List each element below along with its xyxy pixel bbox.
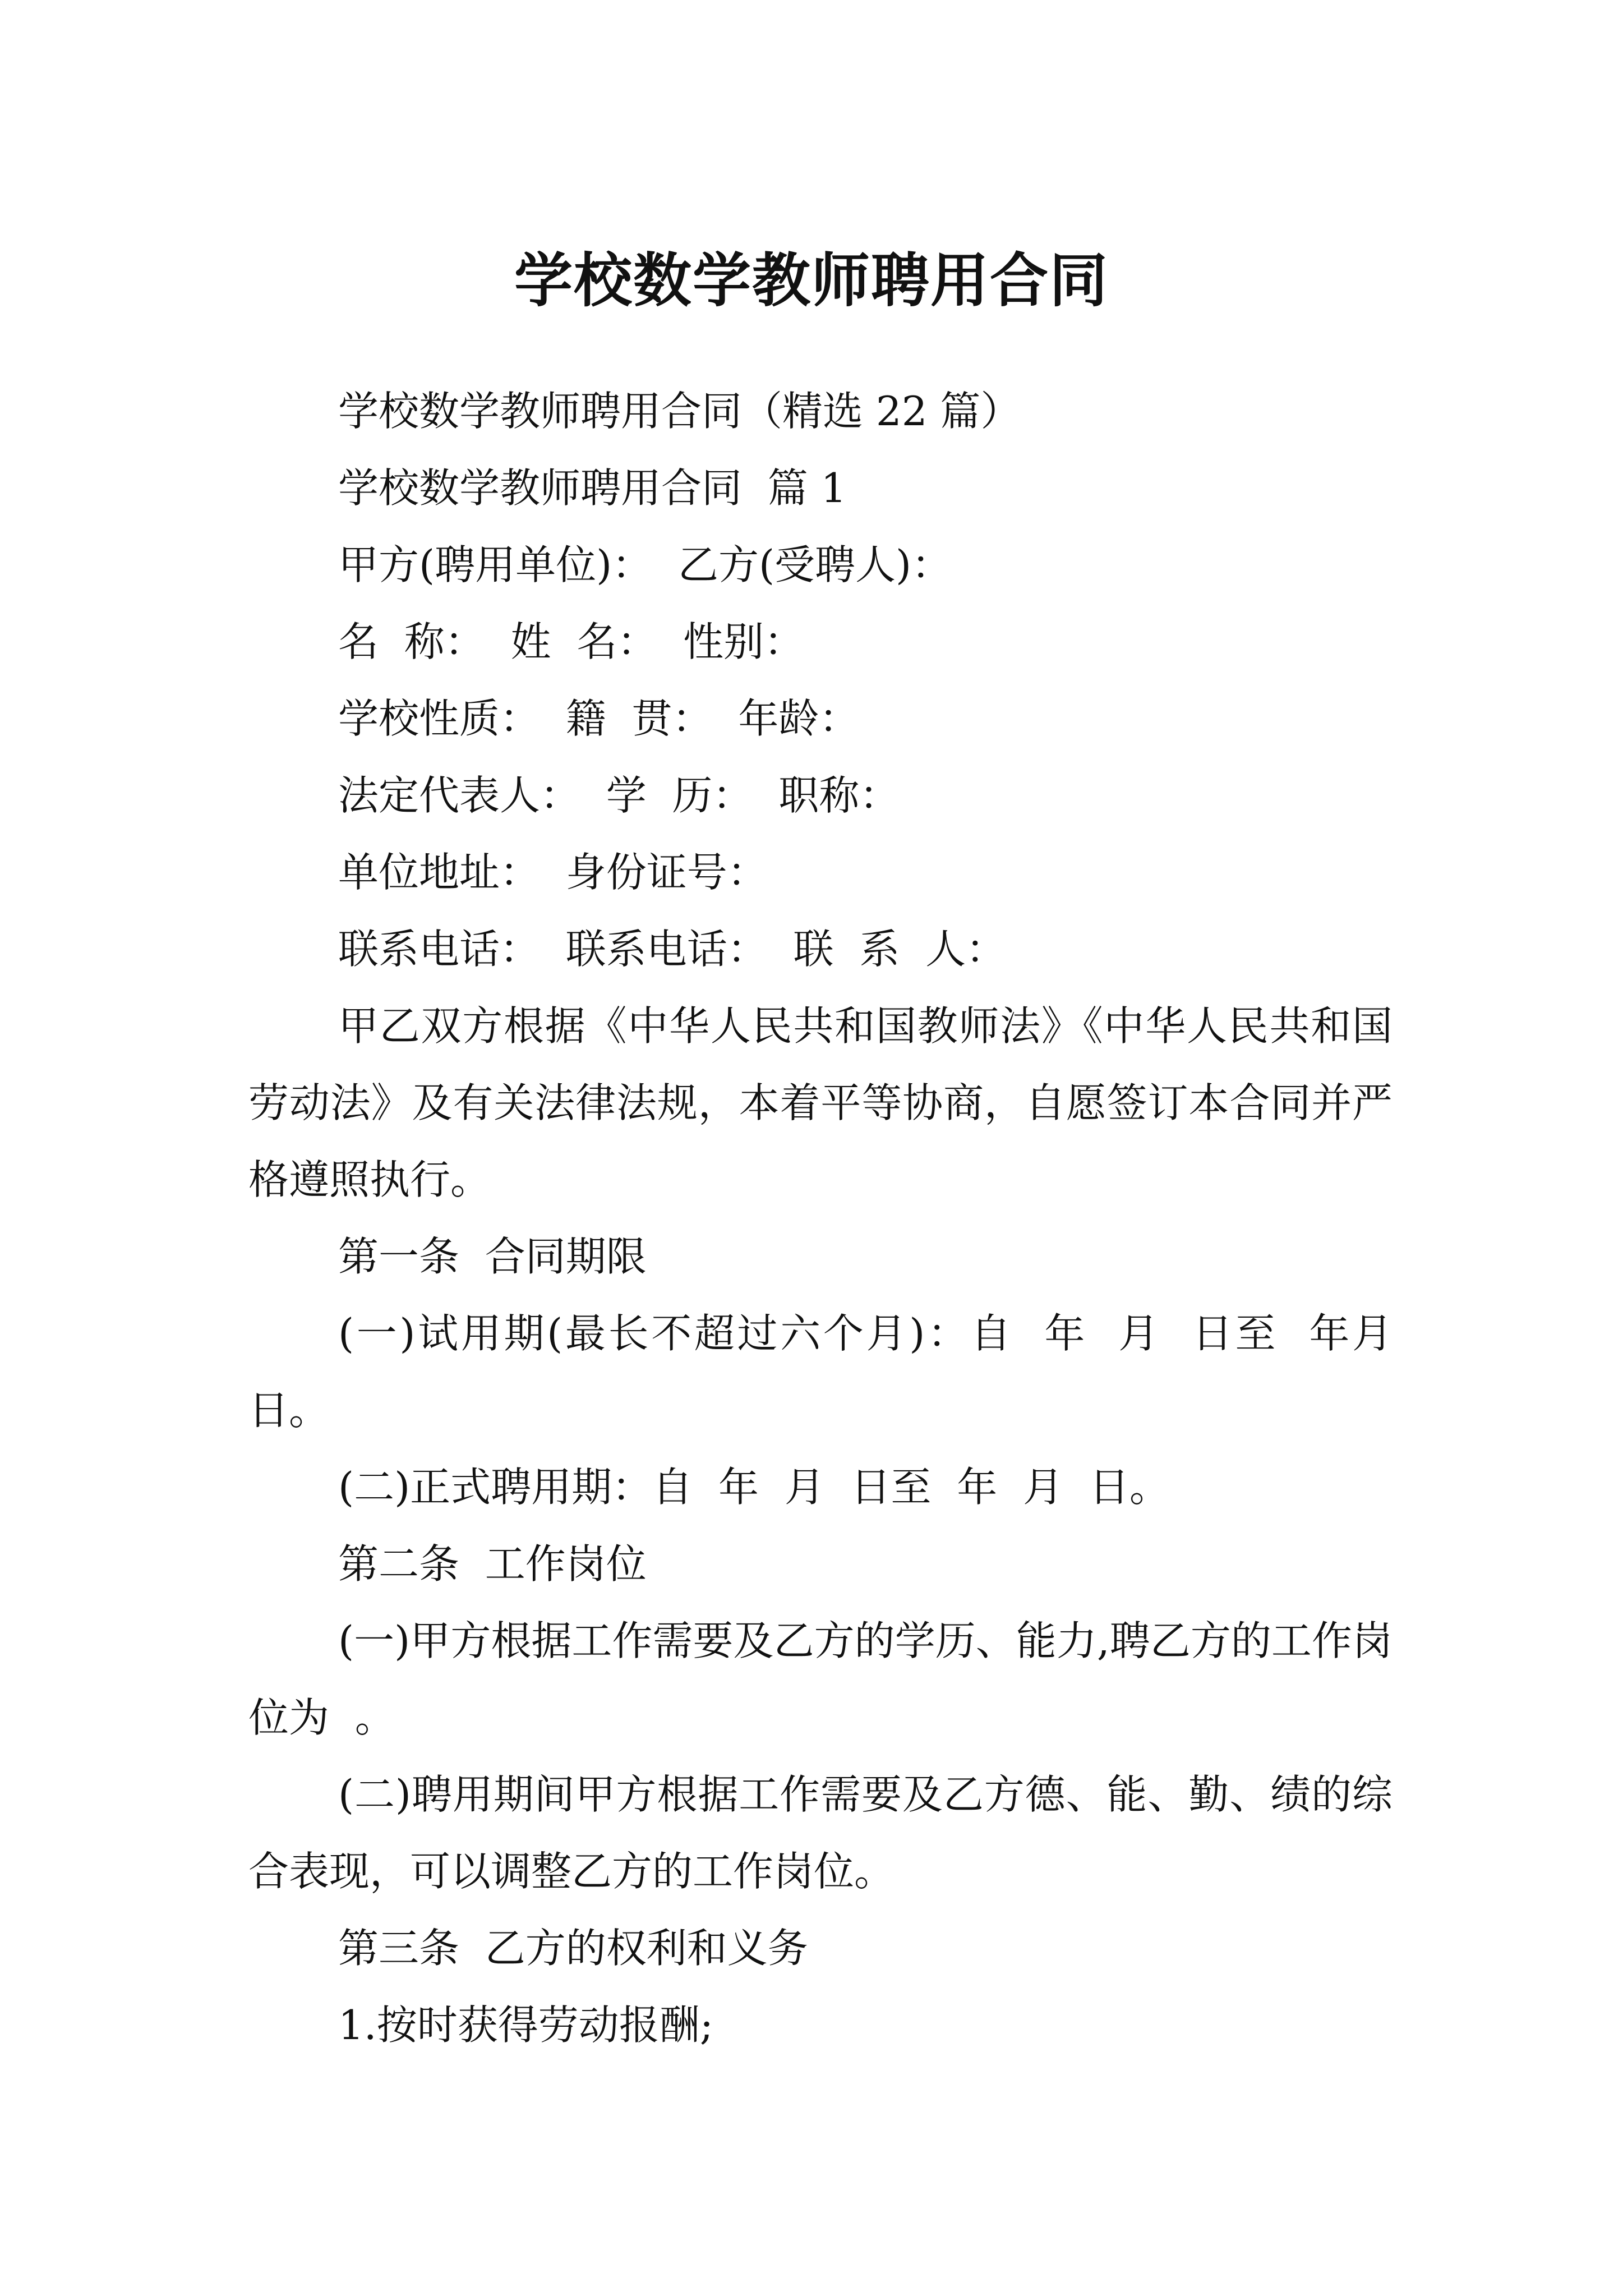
document-body [248, 373, 1418, 2064]
paragraph: 甲乙双方根据《中华人民共和国教师法》《中华人民共和国劳动法》及有关法律法规，本着平等协商，自愿签订本合同并严格遵照执行。 [248, 1002, 1393, 1203]
paragraph: 单位地址： 身份证号： [338, 849, 768, 896]
paragraph: 第二条 工作岗位 [338, 1540, 647, 1588]
paragraph: (一)甲方根据工作需要及乙方的学历、能力,聘乙方的工作岗位为 。 [248, 1617, 1393, 1741]
paragraph: 1.按时获得劳动报酬; [338, 2001, 713, 2049]
paragraph: 联系电话： 联系电话： 联 系 人： [338, 926, 1007, 973]
document-title: 学校数学教师聘用合同 [514, 245, 1109, 315]
paragraph: 甲方(聘用单位)： 乙方(受聘人)： [338, 541, 952, 588]
paragraph: 第三条 乙方的权利和义务 [338, 1925, 808, 1972]
paragraph: 学校数学教师聘用合同（精选 22 篇） [338, 388, 1021, 435]
paragraph: 名 称： 姓 名： 性别： [338, 618, 805, 665]
paragraph: (二)聘用期间甲方根据工作需要及乙方德、能、勤、绩的综合表现，可以调整乙方的工作岗位。 [248, 1771, 1393, 1895]
paragraph: (二)正式聘用期：自 年 月 日至 年 月 日。 [338, 1464, 1170, 1511]
paragraph: 学校数学教师聘用合同 篇 1 [338, 464, 847, 512]
paragraph: 法定代表人： 学 历： 职称： [338, 772, 900, 819]
paragraph: 学校性质： 籍 贯： 年龄： [338, 695, 860, 742]
paragraph: 第一条 合同期限 [338, 1233, 647, 1280]
paragraph: (一)试用期(最长不超过六个月)：自 年 月 日至 年月 日。 [248, 1310, 1418, 1434]
